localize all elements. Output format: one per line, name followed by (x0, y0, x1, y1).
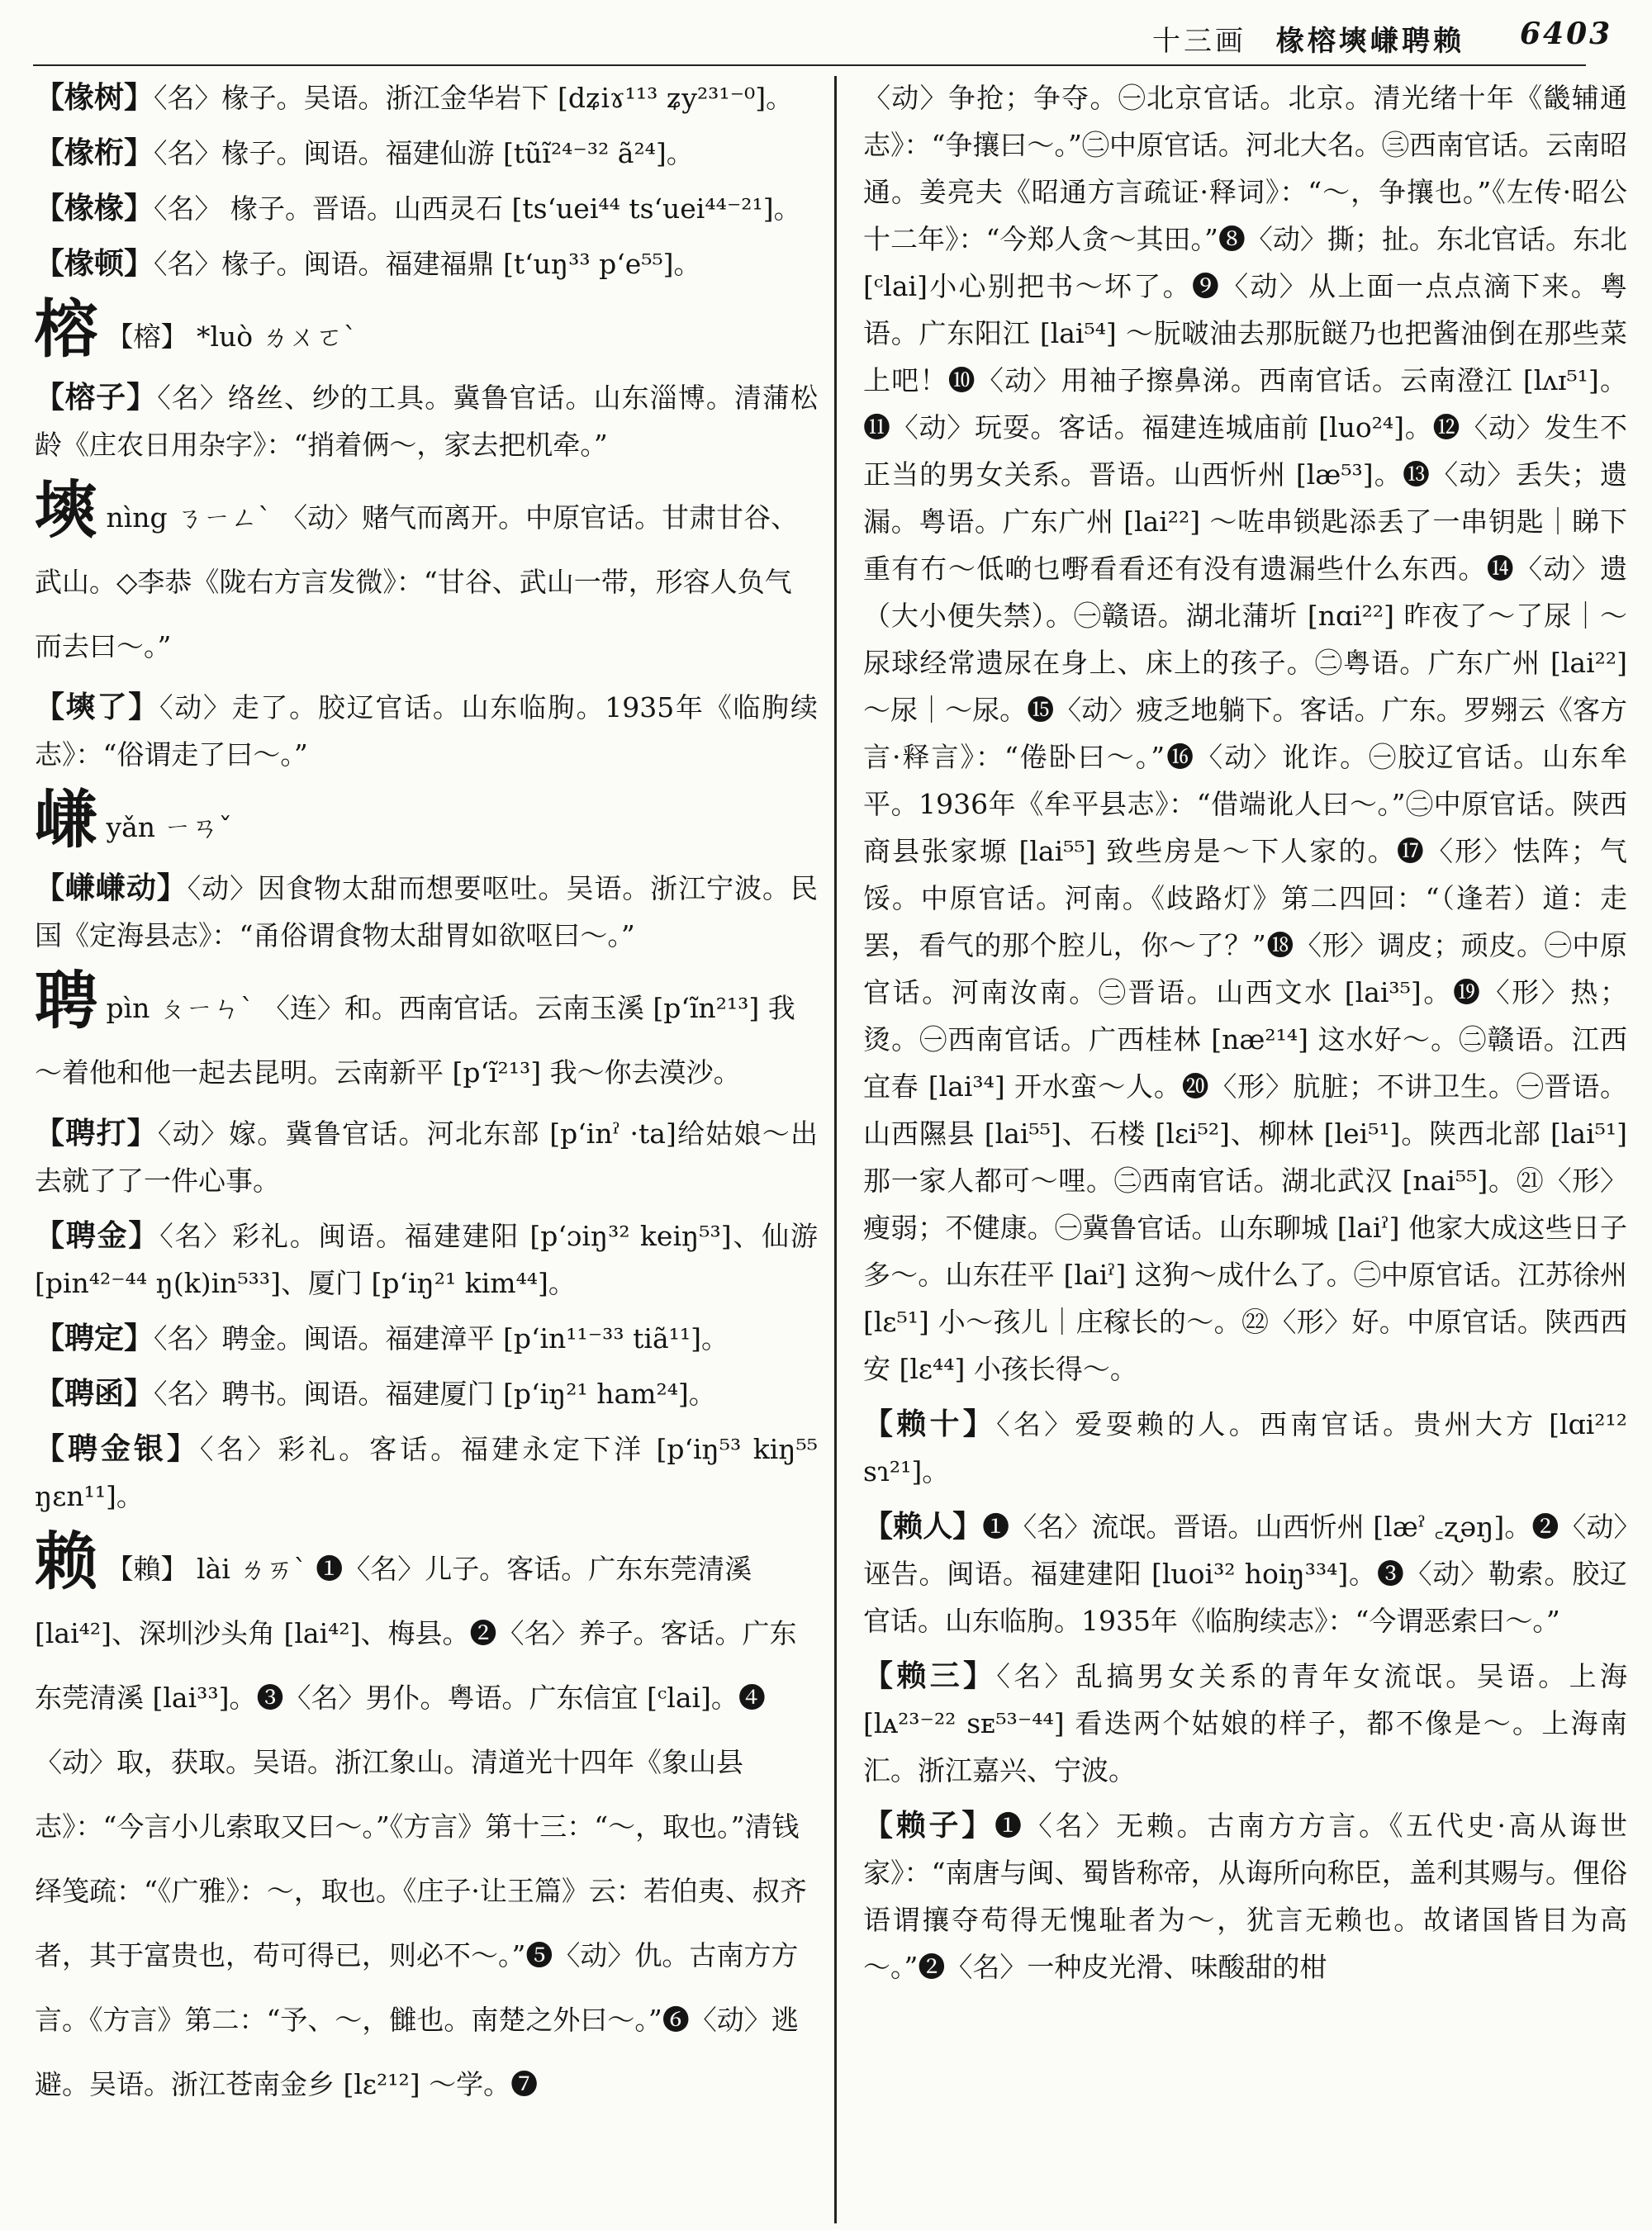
entry-definition: 〈名〉爱耍赖的人。西南官话。贵州大方 [lɑi²¹² sɿ²¹]。 (863, 1408, 1627, 1487)
dictionary-entry (35, 74, 818, 121)
entry-continuation (863, 74, 1627, 1393)
entry-definition: 〈名〉彩礼。闽语。福建建阳 [pʻɔiŋ³² keiŋ⁵³]、仙游 [pin⁴²⁻⁴⁴ ŋ(k)in⁵³³]、厦门 [pʻiŋ²¹ kim⁴⁴]。 (35, 1220, 818, 1299)
entry-headword: 【赖十】 (863, 1407, 997, 1441)
entry-headword: 【榕子】 (35, 380, 158, 415)
page-header (0, 0, 1652, 66)
entry-headword: 【嵰嵰动】 (35, 871, 188, 905)
page-number: 6403 (1520, 17, 1613, 51)
entry-headword: 【聘金银】 (35, 1431, 200, 1466)
dictionary-entry (35, 130, 818, 177)
dictionary-entry (35, 240, 818, 287)
entry-headword: 【椽顿】 (35, 246, 154, 281)
entry-definition: 〈名〉聘金。闽语。福建漳平 [pʻin¹¹⁻³³ tiã¹¹]。 (154, 1322, 729, 1355)
head-character-gloss: 【榕】 *luò ㄌㄨㄛˋ (97, 320, 358, 353)
head-character: 塽 (35, 473, 97, 547)
dictionary-entry (35, 865, 818, 959)
dictionary-entry (35, 1315, 818, 1362)
entry-definition: 〈名〉椽子。吴语。浙江金华岩下 [dʑiɤ¹¹³ ʑy²³¹⁻⁰]。 (154, 82, 794, 114)
running-head-characters: 椽榕塽嵰聘赖 (1276, 25, 1464, 58)
entry-definition: ❶〈名〉无赖。古南方方言。《五代史·高从诲世家》：“南唐与闽、蜀皆称帝，从诲所向称臣，盖利其赐与。俚俗语谓攘夺苟得无愧耻者为～，犹言无赖也。故诸国皆目为高～。”❷〈名〉一种皮光滑、味酸甜的柑 (863, 1810, 1627, 1983)
head-character-gloss: 【賴】 lài ㄌㄞˋ ❶〈名〉儿子。客话。广东东莞清溪 [lai⁴²]、深圳沙头角 [lai⁴²]、梅县。❷〈名〉养子。客话。广东东莞清溪 [lai³³]。❸〈名〉男仆。粤语。广东信宜 [ᶜlai]。❹〈动〉取，获取。吴语。浙江象山。清道光十四年《象山县志》：“今言小儿索取又曰～。”《方言》第十三：“～，取也。”清钱绎笺疏：“《广雅》：～，取也。《庄子·让王篇》云：若伯夷、叔齐者，其于富贵也，苟可得已，则必不～。”❺〈动〉仇。古南方方言。《方言》第二：“予、～，雠也。南楚之外曰～。”❻〈动〉逃避。吴语。浙江苍南金乡 [lɛ²¹²] ～学。❼ (35, 1553, 807, 2100)
character-heading (35, 473, 818, 679)
head-character: 赖 (35, 1525, 97, 1598)
entry-definition: 〈动〉争抢；争夺。㊀北京官话。北京。清光绪十年《畿辅通志》：“争攘曰～。”㊁中原官话。河北大名。㊂西南官话。云南昭通。姜亮夫《昭通方言疏证·释词》：“～，争攘也。”《左传·昭公十二年》：“今郑人贪～其田。”❽〈动〉撕；扯。东北官话。东北 [ᶜlai]小心别把书～坏了。❾〈动〉从上面一点点滴下来。粤语。广东阳江 [lai⁵⁴] ～朊啵油去那朊餸乃也把酱油倒在那些菜上吧！❿〈动〉用袖子擦鼻涕。西南官话。云南澄江 [lʌɪ⁵¹]。⓫〈动〉玩耍。客话。福建连城庙前 [luo²⁴]。⓬〈动〉发生不正当的男女关系。晋语。山西忻州 [læ⁵³]。⓭〈动〉丢失；遗漏。粤语。广东广州 [lai²²] ～咗串锁匙添丢了一串钥匙｜睇下重有冇～低啲乜嘢看看还有没有遗漏些什么东西。⓮〈动〉遗（大小便失禁）。㊀赣语。湖北蒲圻 [nɑi²²] 昨夜了～了尿｜～尿球经常遗尿在身上、床上的孩子。㊁粤语。广东广州 [lai²²] ～尿｜～尿。⓯〈动〉疲乏地躺下。客话。广东。罗翙云《客方言·释言》：“倦卧曰～。”⓰〈动〉讹诈。㊀胶辽官话。山东牟平。1936年《牟平县志》：“借端讹人曰～。”㊁中原官话。陕西商县张家塬 [lai⁵⁵] 致些房是～下人家的。⓱〈形〉怯阵；气馁。中原官话。河南。《歧路灯》第二四回：“（逢若）道：走罢，看气的那个腔儿，你～了？”⓲〈形〉调皮；顽皮。㊀中原官话。河南汝南。㊁晋语。山西文水 [lai³⁵]。⓳〈形〉热；烫。㊀西南官话。广西桂林 [næ²¹⁴] 这水好～。㊁赣语。江西宜春 [lai³⁴] 开水蛮～人。⓴〈形〉肮脏；不讲卫生。㊀晋语。山西隰县 [lai⁵⁵]、石楼 [lɛi⁵²]、柳林 [lei⁵¹]。陕西北部 [lai⁵¹] 那一家人都可～哩。㊁西南官话。湖北武汉 [nai⁵⁵]。㉑〈形〉瘦弱；不健康。㊀冀鲁官话。山东聊城 [laiˀ] 他家大成这些日子多～。山东茌平 [laiˀ] 这狗～成什么了。㊁中原官话。江苏徐州 [lɛ⁵¹] 小～孩儿｜庄稼长的～。㉒〈形〉好。中原官话。陕西西安 [lɛ⁴⁴] 小孩长得～。 (863, 82, 1627, 1385)
entry-definition: 〈名〉聘书。闽语。福建厦门 [pʻiŋ²¹ ham²⁴]。 (154, 1378, 716, 1410)
head-character-gloss: yǎn ㄧㄢˇ (97, 811, 233, 843)
entry-headword: 【椽桁】 (35, 135, 154, 170)
entry-headword: 【聘定】 (35, 1321, 154, 1355)
entry-headword: 【聘打】 (35, 1116, 158, 1151)
dictionary-entry (35, 1212, 818, 1307)
dictionary-entry (35, 185, 818, 232)
entry-headword: 【聘函】 (35, 1376, 154, 1411)
dictionary-entry (35, 1370, 818, 1417)
head-character: 嵰 (35, 783, 97, 856)
dictionary-entry (863, 1401, 1627, 1495)
entry-definition: ❶〈名〉流氓。晋语。山西忻州 [læˀ ꜀ʐəŋ]。❷〈动〉诬告。闽语。福建建阳 [luoi³² hoiŋ³³⁴]。❸〈动〉勒索。胶辽官话。山东临朐。1935年《临朐续志》：“今谓恶索曰～。” (863, 1511, 1627, 1637)
dictionary-entry (35, 684, 818, 778)
entry-definition: 〈名〉椽子。闽语。福建仙游 [tũĩ²⁴⁻³² ã²⁴]。 (154, 137, 694, 169)
entry-definition: 〈名〉络丝、纱的工具。冀鲁官话。山东淄博。清蒲松龄《庄农日用杂字》：“捎着俩～，家去把机牵。” (35, 382, 818, 461)
dictionary-entry (863, 1503, 1627, 1644)
dictionary-entry (863, 1802, 1627, 1990)
entry-headword: 【聘金】 (35, 1218, 160, 1253)
dictionary-entry (35, 1426, 818, 1520)
entry-headword: 【赖三】 (863, 1658, 997, 1693)
dictionary-entry (35, 1110, 818, 1204)
entry-definition: 〈动〉因食物太甜而想要呕吐。吴语。浙江宁波。民国《定海县志》：“甬俗谓食物太甜胃如欲呕曰～。” (35, 872, 818, 951)
entry-headword: 【塽了】 (35, 690, 159, 724)
entry-definition: 〈名〉彩礼。客话。福建永定下洋 [pʻiŋ⁵³ kiŋ⁵⁵ ŋɛn¹¹]。 (35, 1433, 818, 1512)
entry-definition: 〈动〉走了。胶辽官话。山东临朐。1935年《临朐续志》：“俗谓走了曰～。” (35, 691, 818, 771)
dictionary-entry (863, 1653, 1627, 1794)
entry-definition: 〈名〉 椽子。晋语。山西灵石 [tsʻuei⁴⁴ tsʻuei⁴⁴⁻²¹]。 (154, 192, 801, 225)
head-character: 聘 (35, 964, 97, 1037)
entry-definition: 〈动〉嫁。冀鲁官话。河北东部 [pʻinˀ ·ta]给姑娘～出去就了了一件心事。 (35, 1117, 818, 1197)
head-character-gloss: nìng ㄋㄧㄥˋ 〈动〉赌气而离开。中原官话。甘肃甘谷、武山。◇李恭《陇右方言发微》：“甘谷、武山一带，形容人负气而去曰～。” (35, 501, 799, 662)
character-heading (35, 964, 818, 1105)
entry-definition: 〈名〉乱搞男女关系的青年女流氓。吴语。上海 [lᴀ²³⁻²² sᴇ⁵³⁻⁴⁴] 看迭两个姑娘的样子，都不像是～。上海南汇。浙江嘉兴、宁波。 (863, 1660, 1627, 1786)
character-heading (35, 1525, 818, 2117)
entry-headword: 【椽树】 (35, 80, 154, 115)
entry-definition: 〈名〉椽子。闽语。福建福鼎 [tʻuŋ³³ pʻe⁵⁵]。 (154, 248, 701, 280)
column-divider (834, 76, 837, 2223)
head-character-gloss: pìn ㄆㄧㄣˋ 〈连〉和。西南官话。云南玉溪 [pʻĩn²¹³] 我～着他和他一起去昆明。云南新平 [pʻĩ²¹³] 我～你去漠沙。 (35, 992, 795, 1089)
head-character: 榕 (35, 292, 97, 366)
character-heading (35, 783, 818, 860)
dictionary-entry (35, 374, 818, 468)
right-column (863, 74, 1627, 2222)
header-rule (33, 64, 1586, 66)
entry-headword: 【椽椽】 (35, 191, 154, 225)
entry-headword: 【赖子】 (863, 1808, 995, 1843)
left-column (35, 74, 818, 2222)
character-heading (35, 292, 818, 369)
entry-headword: 【赖人】 (863, 1509, 983, 1544)
section-label: 十三画 (1152, 25, 1246, 58)
